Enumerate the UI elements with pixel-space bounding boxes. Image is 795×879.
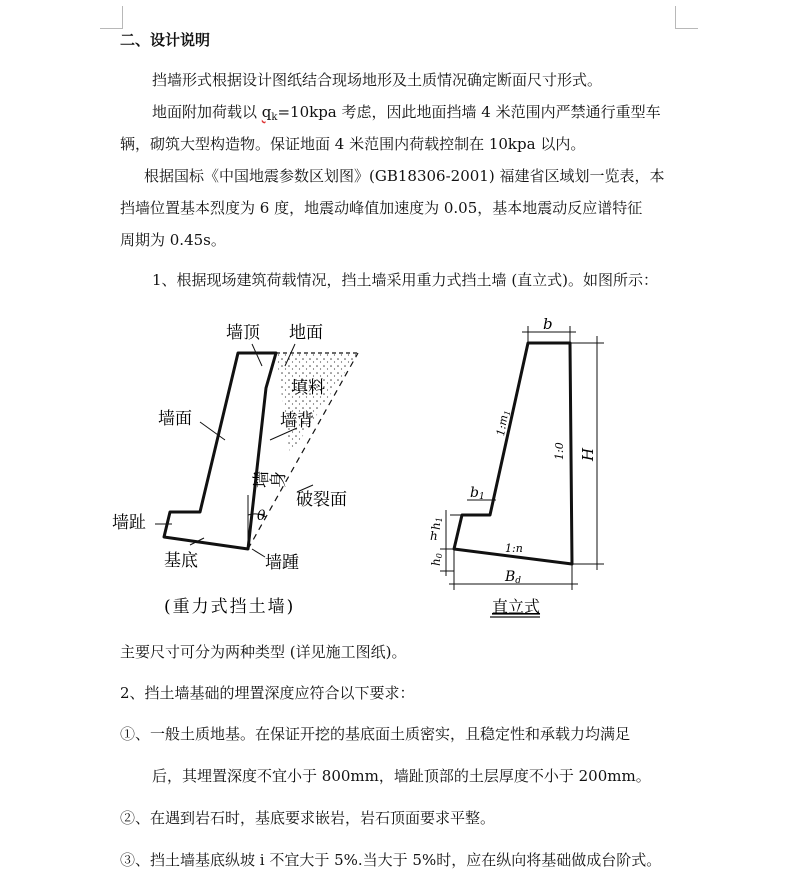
- list-item-continuation: 后，其埋置深度不宜小于 800mm，墙趾顶部的土层厚度不小于 200mm。: [152, 767, 651, 785]
- slope-back-label: 1:0: [553, 442, 566, 460]
- subscript: 0: [435, 553, 444, 559]
- list-item: ①、一般土质地基。在保证开挖的基底面土质密实，且稳定性和承载力均满足: [120, 725, 631, 743]
- text-run: =10kpa 考虑，因此地面挡墙 4 米范围内严禁通行重型车: [277, 103, 661, 121]
- list-item: 2、挡土墙基础的埋置深度应符合以下要求：: [120, 684, 415, 702]
- page-corner-mark: [100, 6, 123, 29]
- paragraph-line: 挡墙位置基本烈度为 6 度，地震动峰值加速度为 0.05，基本地震动反应谱特征: [120, 199, 643, 217]
- label-rupture-plane: 破裂面: [296, 490, 347, 510]
- dim-label-Bd: [504, 569, 521, 586]
- page-corner-mark: [675, 6, 698, 29]
- label-ground: 地面: [289, 323, 323, 343]
- load-symbol: [262, 103, 278, 121]
- paragraph-line: 挡墙形式根据设计图纸结合现场地形及土质情况确定断面尺寸形式。: [152, 71, 603, 89]
- text-run: 地面附加荷载以: [152, 103, 262, 121]
- section-heading: 二、设计说明: [120, 31, 211, 49]
- subscript: 1: [478, 492, 485, 502]
- figure-caption-vertical: 直立式: [492, 597, 541, 616]
- subscript: k: [271, 112, 278, 123]
- leader-line: [252, 344, 262, 366]
- text-run: h: [429, 558, 443, 566]
- paragraph-line: 根据国标《中国地震参数区划图》(GB18306-2001) 福建省区域划一览表，本: [144, 167, 665, 185]
- gravity-wall-figure: [100, 300, 390, 630]
- vertical-wall-figure: [420, 305, 610, 625]
- list-item: ③、挡土墙基底纵坡 i 不宜大于 5%.当大于 5%时，应在纵向将基础做成台阶式。: [120, 851, 662, 869]
- list-item: 1、根据现场建筑荷载情况，挡土墙采用重力式挡土墙 (直立式)。如图所示：: [152, 271, 659, 289]
- subscript: 1: [435, 517, 444, 523]
- label-wall-top: 墙顶: [226, 323, 260, 343]
- label-wall-face: 墙面: [158, 409, 192, 429]
- label-fill: 填料: [291, 378, 325, 398]
- label-wall-back: 墙背: [280, 411, 314, 431]
- leader-line: [252, 549, 265, 557]
- paragraph-line: [152, 102, 661, 128]
- text-run: h: [429, 522, 443, 530]
- label-theta: θ: [257, 508, 266, 524]
- text-run: B: [505, 569, 516, 585]
- fill-soil-hatch: [276, 353, 358, 455]
- dim-label-b1: [470, 485, 485, 502]
- text-run: 1:m: [494, 413, 511, 438]
- paragraph-line: 主要尺寸可分为两种类型 (详见施工图纸)。: [120, 643, 407, 661]
- dim-label-h0: [429, 553, 444, 566]
- figure-caption-gravity: (重力式挡土墙): [164, 597, 296, 617]
- dim-label-b: b: [543, 315, 553, 333]
- text-run: b: [470, 485, 479, 501]
- label-wall-heel: 墙踵: [265, 553, 299, 573]
- label-wall-toe: 墙趾: [112, 513, 146, 533]
- label-base: 基底: [164, 551, 198, 571]
- base-slope-label: 1:n: [505, 542, 523, 555]
- list-item: ②、在遇到岩石时，基底要求嵌岩，岩石顶面要求平整。: [120, 809, 496, 827]
- paragraph-line: 周期为 0.45s。: [120, 231, 226, 249]
- dim-label-h: h: [430, 529, 438, 543]
- text-run: q: [261, 103, 272, 121]
- subscript: d: [515, 576, 522, 586]
- label-wall-body: 墙身: [252, 472, 286, 492]
- paragraph-line: 辆，砌筑大型构造物。保证地面 4 米范围内荷载控制在 10kpa 以内。: [120, 135, 586, 153]
- subscript: 1: [502, 409, 513, 417]
- dim-label-H: H: [579, 447, 597, 461]
